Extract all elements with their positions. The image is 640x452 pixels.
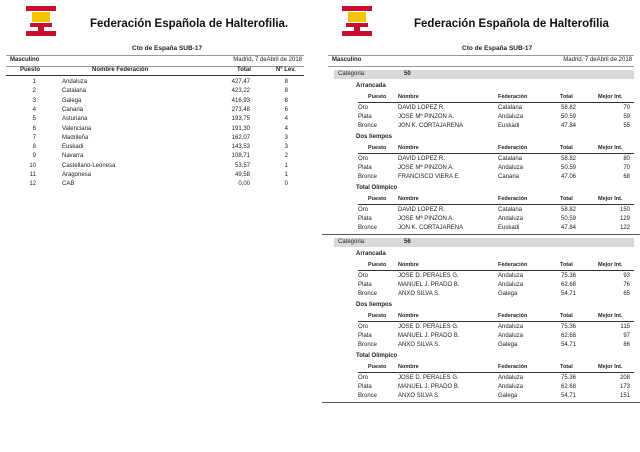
table-row xyxy=(6,125,304,134)
date-label: Madrid, 7 deAbril de 2018 xyxy=(563,57,632,63)
col-header-total: Total xyxy=(560,145,573,151)
col-header-mejor: Mejor Int. xyxy=(598,313,623,319)
row-federation: Andaluza xyxy=(62,79,88,85)
athlete-best: 68 xyxy=(623,174,630,180)
row-federation: Euskadi xyxy=(62,144,84,151)
row-levantadores: 4 xyxy=(284,116,288,123)
col-header-federacion: Federación xyxy=(498,313,528,319)
category-divider xyxy=(322,234,640,235)
athlete-name: DAVID LOPEZ R. xyxy=(398,207,445,213)
medal-label: Oro xyxy=(358,156,369,162)
header-bar xyxy=(328,55,634,67)
athlete-name: ANXO SILVA S. xyxy=(398,393,440,399)
athlete-federation: Andaluza xyxy=(498,114,524,120)
row-federation: Navarra xyxy=(62,153,84,160)
table-row xyxy=(6,162,304,171)
col-header-mejor: Mejor Int. xyxy=(598,364,623,370)
col-header-total: Total xyxy=(560,313,573,319)
result-row xyxy=(358,383,634,392)
result-row xyxy=(358,341,634,350)
row-levantadores: 1 xyxy=(284,162,288,169)
athlete-federation: Andaluza xyxy=(498,165,524,171)
row-position: 7 xyxy=(32,134,36,141)
lift-name: Arrancada xyxy=(356,251,386,257)
athlete-total: 54.71 xyxy=(560,291,576,297)
athlete-name: JON K. CORTAJARENA xyxy=(398,123,464,129)
category-bar xyxy=(334,238,634,247)
athlete-total: 75.36 xyxy=(560,324,576,330)
row-total: 193,75 xyxy=(231,116,250,123)
result-row xyxy=(358,155,634,164)
col-header-puesto: Puesto xyxy=(20,67,41,73)
row-levantadores: 0 xyxy=(284,181,288,188)
athlete-total: 62.68 xyxy=(560,282,576,288)
athlete-federation: Andaluza xyxy=(498,216,524,222)
table-row xyxy=(6,97,304,106)
table-row xyxy=(6,106,304,115)
athlete-best: 55 xyxy=(623,123,630,129)
row-federation: Madrileña xyxy=(62,134,89,141)
table-row xyxy=(6,78,304,87)
category-divider xyxy=(322,402,640,403)
medal-label: Bronce xyxy=(358,123,378,129)
athlete-federation: Euskadi xyxy=(498,225,520,231)
athlete-best: 70 xyxy=(623,105,630,111)
category-bar xyxy=(334,70,634,79)
athlete-best: 70 xyxy=(623,165,630,171)
row-levantadores: 4 xyxy=(284,125,288,132)
row-federation: CAB xyxy=(62,181,75,188)
row-total: 49,58 xyxy=(234,172,250,178)
col-header-federacion: Federación xyxy=(498,364,528,370)
federation-logo-icon xyxy=(342,6,372,38)
medal-label: Plata xyxy=(358,333,372,339)
result-row xyxy=(358,290,634,299)
col-header-nombre: Nombre xyxy=(398,364,419,370)
header-divider xyxy=(6,75,304,76)
lift-header xyxy=(358,312,634,322)
row-federation: Castellano-Leonesa xyxy=(62,162,116,169)
table-row xyxy=(6,180,304,189)
medal-label: Oro xyxy=(358,207,369,213)
table-row xyxy=(6,143,304,152)
col-header-nombre: Nombre xyxy=(398,262,419,268)
lift-header xyxy=(358,363,634,373)
row-levantadores: 3 xyxy=(284,144,288,151)
athlete-name: DAVID LOPEZ R. xyxy=(398,156,445,162)
athlete-federation: Galega xyxy=(498,342,518,348)
col-header-nombre: Nombre xyxy=(398,94,419,100)
col-header-total: Total xyxy=(560,196,573,202)
result-row xyxy=(358,173,634,182)
athlete-federation: Andaluza xyxy=(498,384,524,390)
row-federation: Valenciana xyxy=(62,125,92,132)
date-label: Madrid, 7 deAbril de 2018 xyxy=(233,57,302,63)
athlete-best: 76 xyxy=(623,282,630,288)
row-total: 416,93 xyxy=(231,97,250,104)
athlete-total: 47.84 xyxy=(560,225,576,231)
col-header-mejor: Mejor Int. xyxy=(598,262,623,268)
lift-name: Total Olímpico xyxy=(356,353,398,359)
row-levantadores: 8 xyxy=(284,97,288,104)
athlete-best: 86 xyxy=(623,342,630,348)
athlete-federation: Canaria xyxy=(498,174,520,180)
athlete-best: 97 xyxy=(623,333,630,339)
col-header-nombre: Nombre xyxy=(398,313,419,319)
col-header-mejor: Mejor Int. xyxy=(598,145,623,151)
page-subtitle: Cto de España SUB-17 xyxy=(462,45,533,52)
athlete-best: 80 xyxy=(623,156,630,162)
athlete-federation: Andaluza xyxy=(498,273,524,279)
col-header-nombre: Nombre xyxy=(398,196,419,202)
medal-label: Plata xyxy=(358,165,372,171)
result-row xyxy=(358,374,634,383)
lift-header xyxy=(358,144,634,154)
athlete-total: 58.82 xyxy=(560,105,576,111)
medal-label: Bronce xyxy=(358,291,378,297)
federation-logo-icon xyxy=(26,6,56,38)
row-levantadores: 3 xyxy=(284,134,288,141)
medal-label: Plata xyxy=(358,216,372,222)
row-total: 0,00 xyxy=(238,181,250,188)
medal-label: Oro xyxy=(358,375,369,381)
result-row xyxy=(358,122,634,131)
result-row xyxy=(358,206,634,215)
athlete-total: 54.71 xyxy=(560,342,576,348)
athlete-federation: Andaluza xyxy=(498,333,524,339)
row-position: 5 xyxy=(32,116,36,123)
result-row xyxy=(358,215,634,224)
row-position: 6 xyxy=(32,125,36,132)
athlete-federation: Andaluza xyxy=(498,282,524,288)
col-header-total: Total xyxy=(560,94,573,100)
ranking-page xyxy=(0,0,318,452)
athlete-name: JON K. CORTAJARENA xyxy=(398,225,464,231)
col-header-puesto: Puesto xyxy=(368,364,387,370)
athlete-name: MANUEL J. PRADO B. xyxy=(398,333,460,339)
medal-label: Bronce xyxy=(358,342,378,348)
athlete-name: ANXO SILVA S. xyxy=(398,342,440,348)
athlete-total: 58.82 xyxy=(560,207,576,213)
results-page xyxy=(322,0,640,452)
table-row xyxy=(6,134,304,143)
row-total: 143,53 xyxy=(231,144,250,151)
lift-name: Total Olímpico xyxy=(356,185,398,191)
athlete-federation: Galega xyxy=(498,291,518,297)
sex-label: Masculino xyxy=(10,57,40,63)
medal-label: Oro xyxy=(358,324,369,330)
athlete-total: 75.36 xyxy=(560,375,576,381)
row-total: 191,30 xyxy=(231,125,250,132)
row-levantadores: 8 xyxy=(284,88,288,95)
sex-label: Masculino xyxy=(332,57,362,63)
athlete-best: 150 xyxy=(619,207,630,213)
athlete-total: 50.59 xyxy=(560,114,576,120)
athlete-total: 62.68 xyxy=(560,384,576,390)
medal-label: Oro xyxy=(358,273,369,279)
category-label: Categoria: xyxy=(338,71,366,77)
athlete-federation: Catalana xyxy=(498,156,523,162)
col-header-total: Total xyxy=(237,67,251,73)
medal-label: Bronce xyxy=(358,225,378,231)
result-row xyxy=(358,113,634,122)
athlete-federation: Catalana xyxy=(498,207,523,213)
result-row xyxy=(358,332,634,341)
result-row xyxy=(358,104,634,113)
lift-name: Dos tiempos xyxy=(356,302,393,308)
col-header-puesto: Puesto xyxy=(368,262,387,268)
athlete-best: 151 xyxy=(619,393,630,399)
col-header-federacion: Federación xyxy=(498,94,528,100)
medal-label: Plata xyxy=(358,384,372,390)
medal-label: Bronce xyxy=(358,174,378,180)
row-levantadores: 2 xyxy=(284,153,288,160)
col-header-federacion: Nombre Federación xyxy=(92,67,149,73)
row-levantadores: 6 xyxy=(284,106,288,113)
athlete-name: JOSE Mª PINZON A. xyxy=(398,114,454,120)
row-total: 273,48 xyxy=(231,106,250,113)
row-position: 10 xyxy=(29,162,36,169)
row-total: 423,22 xyxy=(231,88,250,95)
page-title: Federación Española de Halterofilia xyxy=(414,18,609,30)
athlete-total: 62.68 xyxy=(560,333,576,339)
row-total: 108,71 xyxy=(231,153,250,160)
lift-name: Dos tiempos xyxy=(356,134,393,140)
row-position: 3 xyxy=(32,97,36,104)
col-header-federacion: Federación xyxy=(498,145,528,151)
athlete-total: 58.82 xyxy=(560,156,576,162)
col-header-puesto: Puesto xyxy=(368,145,387,151)
row-position: 4 xyxy=(32,106,36,113)
medal-label: Bronce xyxy=(358,393,378,399)
table-row xyxy=(6,152,304,161)
athlete-federation: Galega xyxy=(498,393,518,399)
row-position: 12 xyxy=(29,181,36,188)
result-row xyxy=(358,281,634,290)
row-position: 9 xyxy=(32,153,36,160)
col-header-mejor: Mejor Int. xyxy=(598,196,623,202)
category-value: 56 xyxy=(404,239,411,245)
athlete-total: 50.59 xyxy=(560,165,576,171)
athlete-name: JOSE D. PERALES G. xyxy=(398,273,459,279)
row-position: 1 xyxy=(32,79,36,85)
row-total: 53,57 xyxy=(234,162,250,169)
col-header-total: Total xyxy=(560,262,573,268)
athlete-best: 173 xyxy=(619,384,630,390)
athlete-name: JOSE D. PERALES G. xyxy=(398,375,459,381)
athlete-total: 75.36 xyxy=(560,273,576,279)
col-header-puesto: Puesto xyxy=(368,94,387,100)
col-header-levantadores: Nº Lev. xyxy=(276,67,296,73)
header-bar xyxy=(6,55,304,67)
lift-name: Arrancada xyxy=(356,83,386,89)
athlete-best: 65 xyxy=(623,291,630,297)
athlete-name: JOSE D. PERALES G. xyxy=(398,324,459,330)
table-row xyxy=(6,115,304,124)
athlete-name: MANUEL J. PRADO B. xyxy=(398,282,460,288)
athlete-best: 93 xyxy=(623,273,630,279)
col-header-nombre: Nombre xyxy=(398,145,419,151)
athlete-federation: Andaluza xyxy=(498,375,524,381)
athlete-name: DAVID LOPEZ R. xyxy=(398,105,445,111)
athlete-name: ANXO SILVA S. xyxy=(398,291,440,297)
result-row xyxy=(358,323,634,332)
athlete-best: 208 xyxy=(619,375,630,381)
athlete-total: 50.59 xyxy=(560,216,576,222)
row-levantadores: 8 xyxy=(284,79,288,85)
athlete-total: 47.06 xyxy=(560,174,576,180)
category-value: 50 xyxy=(404,71,411,77)
athlete-best: 122 xyxy=(619,225,630,231)
row-federation: Canaria xyxy=(62,106,84,113)
col-header-federacion: Federación xyxy=(498,196,528,202)
col-header-mejor: Mejor Int. xyxy=(598,94,623,100)
result-row xyxy=(358,392,634,401)
athlete-name: MANUEL J. PRADO B. xyxy=(398,384,460,390)
row-total: 162,07 xyxy=(231,134,250,141)
result-row xyxy=(358,272,634,281)
row-levantadores: 1 xyxy=(284,172,288,178)
category-label: Categoria: xyxy=(338,239,366,245)
table-row xyxy=(6,87,304,96)
col-header-federacion: Federación xyxy=(498,262,528,268)
row-federation: Asturiana xyxy=(62,116,88,123)
athlete-federation: Andaluza xyxy=(498,324,524,330)
row-position: 8 xyxy=(32,144,36,151)
row-federation: Aragonesa xyxy=(62,172,92,178)
row-federation: Galega xyxy=(62,97,82,104)
lift-header xyxy=(358,195,634,205)
medal-label: Oro xyxy=(358,105,369,111)
medal-label: Plata xyxy=(358,114,372,120)
result-row xyxy=(358,224,634,233)
col-header-total: Total xyxy=(560,364,573,370)
athlete-name: JOSE Mª PINZON A. xyxy=(398,216,454,222)
table-row xyxy=(6,171,304,180)
row-position: 2 xyxy=(32,88,36,95)
page-title: Federación Española de Halterofilia. xyxy=(90,18,289,30)
athlete-best: 59 xyxy=(623,114,630,120)
col-header-puesto: Puesto xyxy=(368,313,387,319)
row-total: 427,47 xyxy=(231,79,250,85)
athlete-federation: Euskadi xyxy=(498,123,520,129)
athlete-name: FRANCISCO VIERA E. xyxy=(398,174,461,180)
row-position: 11 xyxy=(29,172,36,178)
result-row xyxy=(358,164,634,173)
athlete-name: JOSE Mª PINZON A. xyxy=(398,165,454,171)
athlete-total: 47.84 xyxy=(560,123,576,129)
athlete-federation: Catalana xyxy=(498,105,523,111)
lift-header xyxy=(358,93,634,103)
medal-label: Plata xyxy=(358,282,372,288)
row-federation: Catalana xyxy=(62,88,87,95)
page-subtitle: Cto de España SUB-17 xyxy=(132,45,203,52)
athlete-best: 129 xyxy=(619,216,630,222)
col-header-puesto: Puesto xyxy=(368,196,387,202)
athlete-total: 54.71 xyxy=(560,393,576,399)
athlete-best: 115 xyxy=(620,324,630,330)
lift-header xyxy=(358,261,634,271)
